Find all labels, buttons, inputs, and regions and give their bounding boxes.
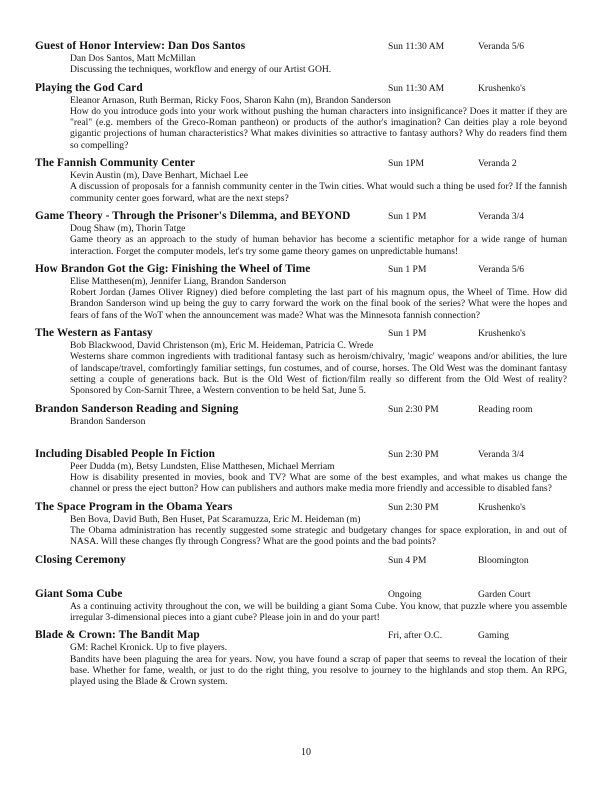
session-entry (35, 210, 577, 257)
session-title: Guest of Honor Interview: Dan Dos Santos (35, 40, 246, 52)
session-header (35, 588, 577, 601)
session-list (35, 40, 577, 693)
session-description: Robert Jordan (James Oliver Rigney) died before completing the last part of his magnum opus, the Wheel of Time. How did Brandon Sanderson wind up being the guy to carry forward the work on the final book of the series? What were the hopes and fears of fans of the WoT when the announcement was made? What was the Minnesota fannish connection? (70, 287, 567, 321)
session-room: Veranda 5/6 (478, 41, 525, 52)
session-entry (35, 448, 577, 495)
session-title: Playing the God Card (35, 81, 143, 94)
session-title: The Fannish Community Center (35, 157, 196, 170)
session-header (35, 629, 577, 642)
session-entry (35, 403, 577, 427)
session-time: Sun 1 PM (388, 328, 427, 340)
session-entry (35, 588, 577, 624)
session-title: The Western as Fantasy (35, 327, 153, 340)
session-room: Veranda 5/6 (478, 263, 525, 275)
session-entry (35, 327, 577, 396)
session-header (35, 40, 577, 53)
session-description: Game theory as an approach to the study of human behavior has become a scientific metaphor for a wide range of human interaction. Forget the computer models, let's try some game theory games on unpredictable humans! (70, 234, 567, 257)
session-header (35, 403, 577, 416)
session-people: Elise Matthesen(m), Jennifer Liang, Brandon Sanderson (70, 275, 287, 287)
session-header (35, 448, 577, 461)
session-room: Veranda 3/4 (478, 210, 525, 222)
session-room: Bloomington (478, 554, 529, 566)
session-room: Krushenko's (478, 82, 526, 94)
session-title: How Brandon Got the Gig: Finishing the Wheel of Time (35, 262, 311, 275)
session-entry (35, 157, 577, 204)
session-room: Veranda 2 (478, 158, 517, 170)
session-title: The Space Program in the Obama Years (35, 500, 233, 513)
session-entry (35, 554, 577, 567)
session-entry (35, 82, 577, 151)
session-people: Brandon Sanderson (70, 415, 146, 427)
session-header (35, 554, 577, 567)
session-people: Bob Blackwood, David Christenson (m), Eric M. Heideman, Patricia C. Wrede (70, 340, 374, 352)
session-header (35, 263, 577, 276)
session-title: Giant Soma Cube (35, 587, 123, 600)
session-people: Ben Bova, David Buth, Ben Huset, Pat Scaramuzza, Eric M. Heideman (m) (70, 513, 361, 525)
session-description: The Obama administration has recently suggested some strategic and budgetary changes for space exploration, in and out of NASA. Will these changes fly through Congress? What are the good points and the bad points? (70, 525, 567, 548)
session-room: Krushenko's (478, 501, 526, 513)
session-description: A discussion of proposals for a fannish community center in the Twin cities. What would such a thing be used for? If the fannish community center goes forward, what are the next steps? (70, 181, 567, 204)
session-entry (35, 501, 577, 548)
session-room: Reading room (478, 403, 533, 415)
session-header (35, 157, 577, 170)
session-title: Including Disabled People In Fiction (35, 447, 215, 460)
page-number: 10 (301, 747, 311, 758)
session-description: Discussing the techniques, workflow and energy of our Artist GOH. (70, 64, 332, 76)
session-description: Bandits have been plaguing the area for years. Now, you have found a scrap of paper that seems to reveal the location of their base. Whether for fame, wealth, or just to do the right thing, you resolve to journey to the highlands and stop them. An RPG, played using the Blade & Crown system. (70, 653, 567, 688)
session-time: Ongoing (388, 588, 422, 600)
session-time: Sun 1 PM (388, 210, 427, 222)
session-room: Garden Court (478, 588, 531, 600)
session-room: Krushenko's (478, 328, 526, 340)
session-entry (35, 263, 577, 321)
session-time: Sun 1 PM (388, 263, 427, 275)
session-entry (35, 629, 577, 687)
session-description: As a continuing activity throughout the con, we will be building a giant Soma Cube. You know, that puzzle where you assemble irregular 3-dimensional pieces into a giant cube? Please join in and do your part! (70, 600, 567, 623)
session-room: Veranda 3/4 (478, 448, 525, 460)
session-title: Brandon Sanderson Reading and Signing (35, 402, 239, 415)
session-time: Fri, after O.C. (388, 630, 443, 642)
session-description: How do you introduce gods into your work without pushing the human characters into insignificance? Does it matter if they are "real" (e.g. members of the Greco-Roman pantheon) or products of the author's imagination? Can deities play a role beyond gigantic projections of human characteristics? What makes divinities so attractive to fantasy authors? Why do readers find them so compelling? (70, 105, 567, 151)
session-header (35, 327, 577, 340)
session-people: Dan Dos Santos, Matt McMillan (70, 53, 196, 64)
session-people: Eleanor Arnason, Ruth Berman, Ricky Foos, Sharon Kahn (m), Brandon Sanderson (70, 94, 391, 106)
session-people: Peer Dudda (m), Betsy Lundsten, Elise Matthesen, Michael Merriam (70, 460, 335, 472)
session-time: Sun 1PM (388, 158, 424, 170)
session-title: Closing Ceremony (35, 553, 126, 566)
session-people: Doug Shaw (m), Thorin Tatge (70, 222, 186, 234)
session-people: Kevin Austin (m), Dave Benhart, Michael Lee (70, 170, 248, 182)
session-description: How is disability presented in movies, book and TV? What are some of the best examples, and what makes us change the channel or press the eject button? How can publishers and authors make media more friendly and accessible to disabled fans? (70, 472, 567, 495)
session-header (35, 210, 577, 223)
session-entry (35, 40, 577, 76)
session-people: GM: Rachel Kronick. Up to five players. (70, 642, 228, 654)
session-header (35, 501, 577, 514)
session-time: Sun 11:30 AM (388, 82, 445, 94)
session-description: Westerns share common ingredients with traditional fantasy such as heroism/chivalry, 'magic' weapons and/or abilities, the lure of landscape/travel, comfortingly familiar settings, fun costumes, and of course, horses. The Old West was the dominant fantasy setting a couple of generations back. But is the Old West of fiction/film really so different from the Old West of reality? Sponsored by Con-Sarnit Three, a Western convention to be held Sat, June 5. (70, 351, 567, 397)
session-time: Sun 2:30 PM (388, 448, 439, 460)
session-title: Blade & Crown: The Bandit Map (35, 629, 200, 642)
session-time: Sun 11:30 AM (388, 41, 445, 52)
session-time: Sun 2:30 PM (388, 501, 439, 513)
session-time: Sun 2:30 PM (388, 403, 439, 415)
session-room: Gaming (478, 630, 509, 642)
session-header (35, 82, 577, 95)
session-title: Game Theory - Through the Prisoner's Dilemma, and BEYOND (35, 209, 351, 222)
session-time: Sun 4 PM (388, 554, 427, 566)
